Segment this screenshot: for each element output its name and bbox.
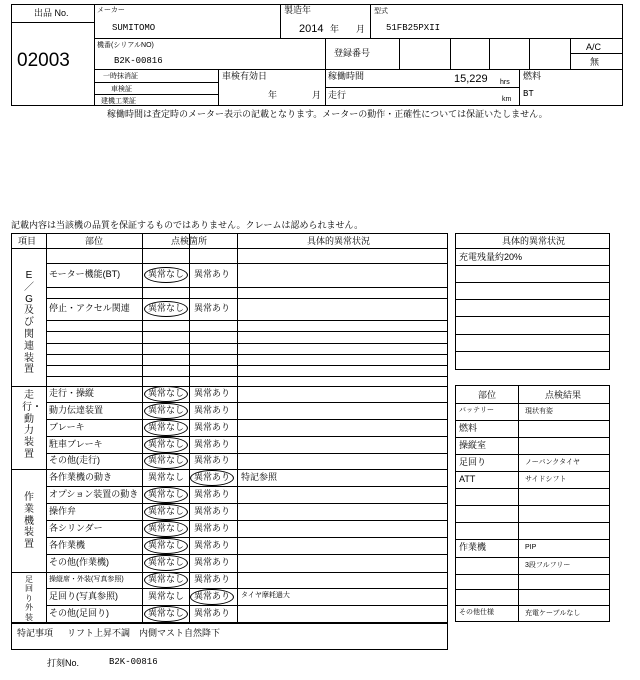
- hours-label: 稼働時間: [328, 71, 365, 81]
- result-header-result: 点検結果: [545, 390, 582, 400]
- row-part: オプション装置の動き: [49, 488, 139, 499]
- header-detail: 具体的異常状況: [307, 236, 371, 246]
- listing-no-label: 出品 No.: [34, 8, 69, 18]
- inspection-year-unit: 年: [268, 90, 278, 100]
- stamp-value: B2K-00816: [109, 657, 158, 667]
- check-ok[interactable]: 異常なし: [148, 557, 185, 567]
- selection-circle: [144, 301, 188, 317]
- ac-value: 無: [590, 57, 600, 67]
- check-ng[interactable]: 異常あり: [194, 522, 231, 533]
- check-ng[interactable]: 異常あり: [194, 303, 231, 313]
- model-label: 型式: [374, 8, 388, 15]
- fuel-label: 燃料: [523, 71, 542, 81]
- row-detail: タイヤ摩耗過大: [241, 591, 290, 599]
- check-ng[interactable]: 異常あり: [194, 607, 231, 618]
- result-row-value: サイドシフト: [525, 475, 567, 483]
- check-ok[interactable]: 異常なし: [148, 303, 185, 313]
- row-part: 操作弁: [49, 505, 77, 516]
- row-part: 各作業機の動き: [49, 471, 113, 482]
- check-ng[interactable]: 異常あり: [194, 455, 231, 465]
- inspection-month-unit: 月: [312, 90, 322, 100]
- header-part: 部位: [85, 236, 104, 246]
- maker-label: メーカー: [97, 7, 125, 14]
- right-detail-line1: 充電残量約20%: [459, 252, 523, 262]
- result-row-part: バッテリー: [459, 406, 494, 414]
- check-ng[interactable]: 異常あり: [194, 388, 231, 398]
- selection-circle: [144, 403, 188, 419]
- check-ng[interactable]: 異常あり: [194, 557, 231, 567]
- check-ok[interactable]: 異常なし: [148, 438, 185, 449]
- check-ok[interactable]: 異常なし: [148, 455, 185, 465]
- special-notes-label: 特記事項: [17, 628, 54, 638]
- check-ng[interactable]: 異常あり: [194, 404, 231, 415]
- inspection-date-label: 車検有効日: [222, 71, 268, 81]
- selection-circle: [144, 521, 188, 537]
- check-ok[interactable]: 異常なし: [148, 505, 185, 516]
- row-part: 足回り(写真参照): [49, 590, 118, 601]
- selection-circle: [144, 437, 188, 453]
- check-ok[interactable]: 異常なし: [148, 388, 185, 398]
- row-part: ブレーキ: [49, 421, 85, 432]
- selection-circle: [190, 470, 234, 486]
- section-travel: 走行・動力装置: [22, 390, 42, 460]
- cert-label-construction: 建機工業証: [101, 98, 136, 105]
- check-ok[interactable]: 異常なし: [148, 471, 185, 482]
- check-ok[interactable]: 異常なし: [148, 404, 185, 415]
- result-row-part: 燃料: [459, 422, 478, 433]
- registration-label: 登録番号: [334, 48, 371, 58]
- result-row-value: 3段フルフリー: [525, 561, 571, 569]
- hours-unit: hrs: [500, 79, 510, 86]
- result-row-part: 操縦室: [459, 439, 487, 450]
- selection-circle: [144, 504, 188, 520]
- check-ok[interactable]: 異常なし: [148, 269, 185, 279]
- selection-circle: [144, 538, 188, 554]
- check-ng[interactable]: 異常あり: [194, 505, 231, 516]
- travel-unit: km: [502, 96, 512, 103]
- cert-label-inspection: 車検証: [111, 86, 132, 93]
- section-foot: 足回り外装: [25, 575, 33, 622]
- selection-circle: [144, 267, 188, 283]
- check-ng[interactable]: 異常あり: [194, 438, 231, 449]
- check-ok[interactable]: 異常なし: [148, 607, 185, 618]
- serial-value: B2K-00816: [114, 56, 163, 66]
- stamp-label: 打刻No.: [47, 658, 80, 668]
- result-row-value: 充電ケーブルなし: [525, 609, 581, 617]
- model-value: 51FB25PXII: [386, 23, 441, 33]
- result-row-value: 現状有姿: [525, 407, 553, 415]
- row-part: その他(作業機): [49, 557, 109, 567]
- ac-label: A/C: [586, 42, 602, 52]
- selection-circle: [144, 555, 188, 571]
- hours-disclaimer: 稼働時間は査定時のメーター表示の記載となります。メーターの動作・正確性については保証いたしません。: [107, 109, 548, 119]
- check-ng[interactable]: 異常あり: [194, 471, 231, 482]
- year-label: 製造年: [284, 5, 312, 15]
- travel-label: 走行: [328, 90, 347, 100]
- check-ok[interactable]: 異常なし: [148, 421, 185, 432]
- check-ok[interactable]: 異常なし: [148, 522, 185, 533]
- year-value: 2014: [299, 23, 324, 35]
- selection-circle: [144, 453, 188, 469]
- right-detail-header: 具体的異常状況: [502, 236, 566, 246]
- serial-label: 機番(シリアルNO): [97, 42, 154, 49]
- check-ok[interactable]: 異常なし: [148, 590, 185, 601]
- hours-value: 15,229: [454, 73, 488, 85]
- selection-circle: [190, 589, 234, 605]
- check-ok[interactable]: 異常なし: [148, 539, 185, 550]
- check-ng[interactable]: 異常あり: [194, 488, 231, 499]
- row-part: その他(足回り): [49, 607, 109, 618]
- row-part: その他(走行): [49, 455, 100, 465]
- quality-disclaimer: 記載内容は当該機の品質を保証するものではありません。クレームは認められません。: [11, 220, 364, 230]
- header-check: 点検箇所: [171, 236, 208, 246]
- selection-circle: [144, 386, 188, 402]
- check-ng[interactable]: 異常あり: [194, 539, 231, 550]
- row-part: 停止・アクセル関連: [49, 303, 130, 313]
- check-ng[interactable]: 異常あり: [194, 421, 231, 432]
- selection-circle: [144, 487, 188, 503]
- section-work: 作業機装置: [24, 492, 34, 551]
- result-row-part: その他仕様: [459, 608, 494, 616]
- row-part: 走行・操縦: [49, 388, 95, 398]
- row-detail: 特記参照: [241, 471, 278, 482]
- cert-label-temp: 一時抹消証: [103, 73, 138, 80]
- row-part: 駐車ブレーキ: [49, 438, 103, 449]
- header-item: 項目: [18, 236, 37, 246]
- selection-circle: [144, 420, 188, 436]
- special-notes-text: リフト上昇不調 内側マスト自然降下: [67, 628, 221, 638]
- listing-no-value: 02003: [17, 50, 70, 71]
- row-part: 各作業機: [49, 539, 86, 550]
- fuel-value: BT: [523, 89, 534, 99]
- check-ng[interactable]: 異常あり: [194, 269, 231, 279]
- selection-circle: [144, 572, 188, 588]
- result-row-value: PIP: [525, 544, 537, 551]
- section-eg: E／G及び関連装置: [24, 270, 34, 376]
- row-part: 操縦席・外装(写真参照): [49, 576, 124, 583]
- result-row-part: 作業機: [459, 542, 487, 552]
- check-ok[interactable]: 異常なし: [148, 488, 185, 499]
- month-unit: 月: [356, 24, 366, 34]
- check-ng[interactable]: 異常あり: [194, 590, 231, 601]
- row-part: 動力伝達装置: [49, 404, 104, 415]
- check-ng[interactable]: 異常あり: [194, 574, 231, 584]
- row-part: 各シリンダー: [49, 522, 103, 533]
- year-unit: 年: [330, 24, 340, 34]
- maker-value: SUMITOMO: [112, 23, 156, 33]
- result-header-part: 部位: [478, 390, 497, 400]
- check-ok[interactable]: 異常なし: [148, 574, 185, 584]
- selection-circle: [144, 606, 188, 622]
- result-row-part: ATT: [459, 473, 476, 484]
- row-part: モーター機能(BT): [49, 269, 121, 279]
- result-row-value: ノーパンクタイヤ: [525, 458, 581, 466]
- result-row-part: 足回り: [459, 456, 487, 467]
